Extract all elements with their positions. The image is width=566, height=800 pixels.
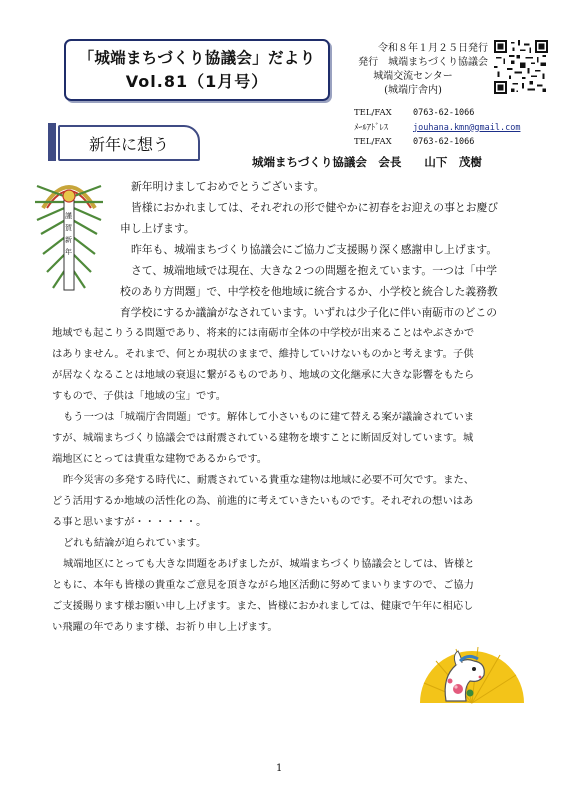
text-line: 端地区にとっては貴重な建物であるからです。 bbox=[52, 453, 268, 465]
banner-tab bbox=[48, 123, 56, 161]
text-line: 昨年も、城端まちづくり協議会にご協力ご支援賜り深く感謝申し上げます。 bbox=[131, 243, 498, 256]
text-line: 育学校にするか議論がなされています。いずれは少子化に伴い南砺市のどこの bbox=[120, 306, 498, 319]
text-line: 校のあり方問題」で、中学校を他地域に統合するか、小学校と統合した義務教 bbox=[120, 285, 498, 298]
qr-code-icon[interactable] bbox=[494, 40, 548, 94]
text-line: どう活用するか地域の活性化の為、前進的に考えていきたいものです。それぞれの想いはあ bbox=[52, 495, 474, 507]
text-line: さて、城端地域では現在、大きな２つの問題を抱えています。一つは「中学 bbox=[131, 264, 498, 277]
section-heading: 新年に想う bbox=[88, 135, 169, 154]
text-line: が居なくなることは地域の衰退に繋がるものであり、地域の文化継承に大きな影響をもたら bbox=[52, 369, 475, 381]
text-line: 昨今災害の多発する時代に、耐震されている貴重な建物は地域に必要不可欠です。また、 bbox=[63, 474, 475, 486]
section-banner bbox=[48, 123, 200, 161]
newsletter-title-box bbox=[64, 39, 330, 101]
newsletter-title: 「城端まちづくり協議会」だより bbox=[78, 49, 316, 67]
office-location: (城端庁舎内) bbox=[384, 85, 442, 96]
text-line: 皆様におかれましては、それぞれの形で健やかに初春をお迎えの事とお慶び bbox=[131, 201, 499, 214]
tel-label: TEL/FAX bbox=[354, 108, 392, 118]
kadomatsu-char-3: 新 bbox=[65, 236, 72, 244]
publish-date: 令和８年１月２５日発行 bbox=[378, 43, 488, 54]
page-number: 1 bbox=[276, 763, 283, 774]
tel-number-2: 0763-62-1066 bbox=[413, 137, 475, 147]
tel-number: 0763-62-1066 bbox=[413, 108, 475, 118]
text-line: ご支援賜ります様お願い申し上げます。また、皆様におかれましては、健康で午年に相応し bbox=[52, 600, 474, 612]
contact-info bbox=[354, 106, 554, 150]
text-line: はありません。それまで、何とか現状のままで、維持していけないものかと考えます。子供 bbox=[52, 348, 474, 360]
kadomatsu-char-1: 謹 bbox=[65, 212, 72, 220]
tel-label-2: TEL/FAX bbox=[354, 137, 392, 147]
issue-number: Vol.81（1月号） bbox=[125, 72, 269, 91]
publication-info bbox=[338, 42, 488, 98]
email-link[interactable]: jouhana.kmn@gmail.com bbox=[413, 122, 521, 133]
text-line: すもので、子供は「地域の宝」です。 bbox=[52, 390, 227, 402]
text-line: 申し上げます。 bbox=[120, 222, 195, 235]
horse-fan-decoration-icon bbox=[416, 637, 528, 705]
text-line: 城端地区にとっても大きな問題をあげましたが、城端まちづくり協議会としては、皆様と bbox=[63, 558, 475, 570]
text-line: ともに、本年も皆様の貴重なご意見を頂きながら地区活動に努めてまいりますので、ご協力 bbox=[52, 579, 474, 591]
author-line: 城端まちづくり協議会 会長 山下 茂樹 bbox=[252, 155, 482, 169]
text-line: 地域でも起こりうる問題であり、将来的には南砺市全体の中学校が出来ることはやぶさかで bbox=[52, 327, 475, 339]
kadomatsu-char-4: 年 bbox=[65, 248, 72, 256]
text-line: い飛躍の年であります様、お祈り申し上げます。 bbox=[52, 621, 278, 633]
mail-label: ﾒｰﾙｱﾄﾞﾚｽ bbox=[354, 122, 389, 133]
text-line: る事と思いますが・・・・・・。 bbox=[52, 516, 207, 528]
text-line: すが、城端まちづくり協議会では耐震されている建物を壊すことに断固反対しています。城 bbox=[52, 432, 474, 444]
publisher: 発行 城端まちづくり協議会 bbox=[358, 57, 488, 68]
text-line: どれも結論が迫られています。 bbox=[63, 537, 207, 549]
kadomatsu-char-2: 賀 bbox=[65, 224, 72, 232]
text-line: 新年明けましておめでとうございます。 bbox=[131, 180, 325, 193]
text-line: もう一つは「城端庁舎問題」です。解体して小さいものに建て替える案が議論されていま bbox=[63, 411, 475, 423]
kadomatsu-decoration-icon bbox=[33, 168, 105, 298]
center-name: 城端交流センター bbox=[373, 71, 453, 82]
banner-box bbox=[58, 125, 200, 161]
